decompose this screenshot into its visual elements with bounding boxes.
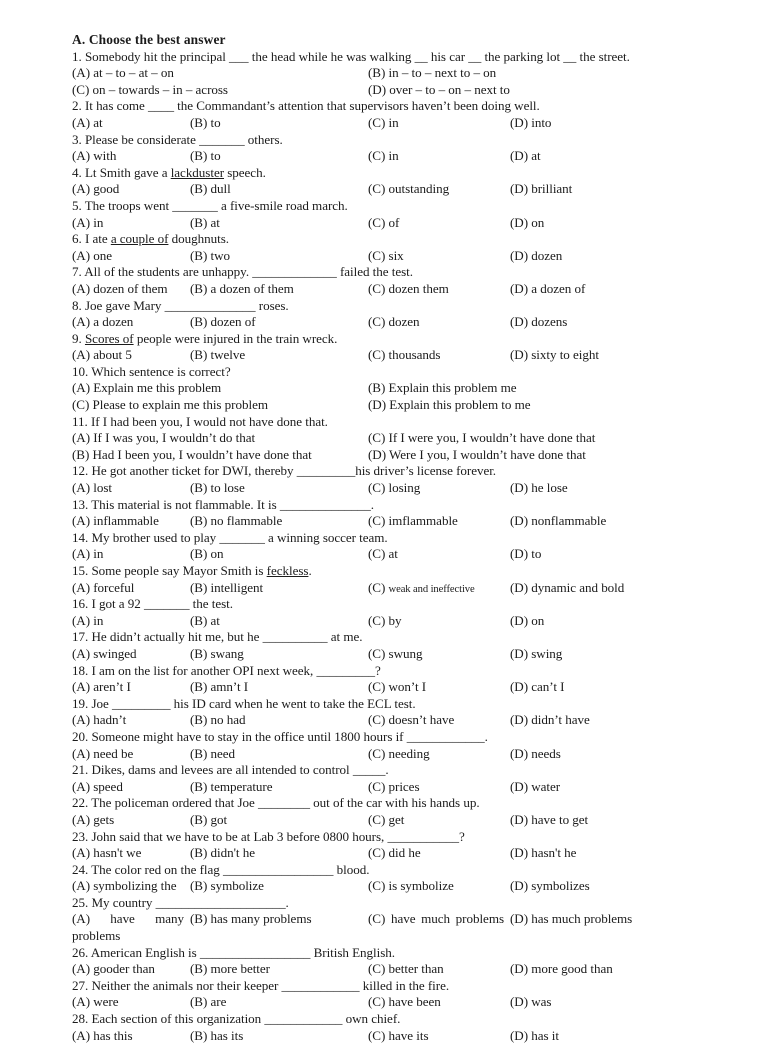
- question-stem-19: 19. Joe _________ his ID card when he went to take the ECL test.: [72, 695, 416, 711]
- question-stem-10: 10. Which sentence is correct?: [72, 363, 231, 379]
- option-row-27: [72, 994, 684, 1011]
- option-3-c[interactable]: (C) in: [368, 148, 399, 164]
- option-22-d[interactable]: (D) have to get: [510, 811, 589, 827]
- option-28-a[interactable]: (A) has this: [72, 1027, 133, 1043]
- option-row-16: [72, 613, 684, 630]
- option-12-d[interactable]: (D) he lose: [510, 480, 568, 496]
- question-stem-24: 24. The color red on the flag _________________ blood.: [72, 861, 370, 877]
- option-16-c[interactable]: (C) by: [368, 612, 402, 628]
- option-26-b[interactable]: (B) more better: [190, 961, 270, 977]
- option-17-d[interactable]: (D) swing: [510, 645, 563, 661]
- option-row-15: [72, 580, 684, 597]
- question-stem-21: 21. Dikes, dams and levees are all intended to control _____.: [72, 762, 389, 778]
- stem-underlined-term: Scores of: [84, 330, 134, 346]
- option-8-c[interactable]: (C) dozen: [368, 314, 420, 330]
- option-row-5: [72, 215, 684, 232]
- option-28-b[interactable]: (B) has its: [190, 1027, 244, 1043]
- stem-text: 6. I ate: [72, 231, 111, 247]
- option-9-c[interactable]: (C) thousands: [368, 347, 441, 363]
- stem-underlined-term: a couple of: [110, 231, 169, 247]
- option-row-12: [72, 480, 684, 497]
- option-row-24: [72, 878, 684, 895]
- option-6-b[interactable]: (B) two: [190, 247, 231, 263]
- option-row-20: [72, 746, 684, 763]
- question-stem-15: [72, 563, 684, 580]
- option-22-c[interactable]: (C) get: [368, 811, 405, 827]
- stem-underlined-term: feckless: [266, 563, 309, 578]
- option-19-d[interactable]: (D) didn’t have: [510, 712, 590, 728]
- option-3-a[interactable]: (A) with: [72, 148, 117, 164]
- option-15-d[interactable]: (D) dynamic and bold: [510, 579, 625, 595]
- option-1-d[interactable]: (D) over – to – on – next to: [368, 81, 510, 97]
- option-14-d[interactable]: (D) to: [510, 546, 542, 562]
- option-16-a[interactable]: (A) in: [72, 612, 104, 628]
- question-stem-17: 17. He didn’t actually hit me, but he __________ at me.: [72, 629, 363, 645]
- option-1-c[interactable]: (C) on – towards – in – across: [72, 81, 228, 97]
- stem-text-tail: .: [308, 563, 312, 578]
- option-14-a[interactable]: (A) in: [72, 546, 104, 562]
- option-12-b[interactable]: (B) to lose: [190, 480, 245, 496]
- option-row-6: [72, 248, 684, 265]
- option-16-b[interactable]: (B) at: [190, 612, 220, 628]
- option-26-a[interactable]: (A) gooder than: [72, 961, 155, 977]
- option-8-b[interactable]: (B) dozen of: [190, 314, 256, 330]
- option-5-b[interactable]: (B) at: [190, 214, 220, 230]
- option-7-a[interactable]: (A) dozen of them: [72, 280, 168, 296]
- option-row-13: [72, 513, 684, 530]
- option-21-a[interactable]: (A) speed: [72, 778, 123, 794]
- option-1-a[interactable]: (A) at – to – at – on: [72, 65, 174, 81]
- question-stem-11: 11. If I had been you, I would not have done that.: [72, 413, 328, 429]
- option-13-a[interactable]: (A) inflammable: [72, 513, 159, 529]
- option-4-c[interactable]: (C) outstanding: [368, 181, 450, 197]
- stem-text: 4. Lt Smith gave a: [72, 164, 171, 180]
- question-stem-18: 18. I am on the list for another OPI next week, _________?: [72, 662, 381, 678]
- option-10-a[interactable]: (A) Explain me this problem: [72, 380, 222, 396]
- option-22-b[interactable]: (B) got: [190, 811, 228, 827]
- question-stem-12: 12. He got another ticket for DWI, thereby _________his driver’s license forever.: [72, 463, 497, 479]
- question-stem-4: [72, 165, 684, 182]
- option-2-d[interactable]: (D) into: [510, 114, 552, 130]
- question-stem-23: 23. John said that we have to be at Lab 3 before 0800 hours, ___________?: [72, 828, 465, 844]
- option-18-d[interactable]: (D) can’t I: [510, 679, 565, 695]
- option-19-b[interactable]: (B) no had: [190, 712, 246, 728]
- option-row-8: [72, 314, 684, 331]
- question-stem-1: 1. Somebody hit the principal ___ the head while he was walking __ his car __ the parking lot __ the street.: [72, 48, 630, 64]
- option-row-14: [72, 546, 684, 563]
- option-10-d[interactable]: (D) Explain this problem to me: [368, 397, 531, 413]
- option-16-d[interactable]: (D) on: [510, 612, 545, 628]
- option-row-25: [72, 911, 684, 944]
- option-24-c[interactable]: (C) is symbolize: [368, 878, 454, 894]
- question-stem-9: [72, 331, 684, 348]
- option-4-b[interactable]: (B) dull: [190, 181, 231, 197]
- option-row-11a: [72, 430, 684, 447]
- option-1-b[interactable]: (B) in – to – next to – on: [368, 65, 497, 81]
- question-stem-5: 5. The troops went _______ a five-smile road march.: [72, 197, 348, 213]
- question-stem-6: [72, 231, 684, 248]
- option-14-c[interactable]: (C) at: [368, 546, 398, 562]
- option-11-c[interactable]: (C) If I were you, I wouldn’t have done that: [368, 430, 596, 446]
- option-row-3: [72, 148, 684, 165]
- option-20-c[interactable]: (C) needing: [368, 745, 430, 761]
- option-5-a[interactable]: (A) in: [72, 214, 104, 230]
- option-7-c[interactable]: (C) dozen them: [368, 280, 449, 296]
- option-20-d[interactable]: (D) needs: [510, 745, 561, 761]
- option-2-c[interactable]: (C) in: [368, 114, 399, 130]
- option-25-a[interactable]: (A) have many problems: [72, 911, 184, 944]
- option-26-c[interactable]: (C) better than: [368, 961, 444, 977]
- option-21-c[interactable]: (C) prices: [368, 778, 420, 794]
- option-24-d[interactable]: (D) symbolizes: [510, 878, 590, 894]
- option-4-d[interactable]: (D) brilliant: [510, 181, 573, 197]
- option-5-c[interactable]: (C) of: [368, 214, 400, 230]
- question-stem-13: 13. This material is not flammable. It is ______________.: [72, 496, 375, 512]
- option-24-a[interactable]: (A) symbolizing the: [72, 878, 177, 894]
- worksheet-body: [72, 32, 684, 1044]
- option-15-c[interactable]: [368, 580, 475, 599]
- option-row-28: [72, 1028, 684, 1044]
- question-stem-3: 3. Please be considerate _______ others.: [72, 131, 283, 147]
- option-23-b[interactable]: (B) didn't he: [190, 845, 255, 861]
- option-row-26: [72, 961, 684, 978]
- option-23-c[interactable]: (C) did he: [368, 845, 421, 861]
- option-27-b[interactable]: (B) are: [190, 994, 227, 1010]
- option-row-21: [72, 779, 684, 796]
- option-19-c[interactable]: (C) doesn’t have: [368, 712, 455, 728]
- option-8-d[interactable]: (D) dozens: [510, 314, 568, 330]
- option-28-c[interactable]: (C) have its: [368, 1027, 429, 1043]
- option-5-d[interactable]: (D) on: [510, 214, 545, 230]
- option-27-a[interactable]: (A) were: [72, 994, 119, 1010]
- option-11-d[interactable]: (D) Were I you, I wouldn’t have done that: [368, 446, 586, 462]
- option-25-b[interactable]: (B) has many problems: [190, 911, 312, 927]
- question-stem-2: 2. It has come ____ the Commandant’s attention that supervisors haven’t been doing well.: [72, 98, 540, 114]
- option-13-c[interactable]: (C) imflammable: [368, 513, 458, 529]
- option-15-a[interactable]: (A) forceful: [72, 579, 135, 595]
- question-stem-28: 28. Each section of this organization ____________ own chief.: [72, 1011, 401, 1027]
- option-7-b[interactable]: (B) a dozen of them: [190, 280, 294, 296]
- option-row-10a: [72, 380, 684, 397]
- option-21-b[interactable]: (B) temperature: [190, 778, 273, 794]
- option-row-10b: [72, 397, 684, 414]
- option-27-d[interactable]: (D) was: [510, 994, 552, 1010]
- question-stem-22: 22. The policeman ordered that Joe ________ out of the car with his hands up.: [72, 795, 480, 811]
- stem-text-tail: speech.: [224, 164, 266, 180]
- option-17-b[interactable]: (B) swang: [190, 645, 244, 661]
- option-26-d[interactable]: (D) more good than: [510, 961, 613, 977]
- option-23-d[interactable]: (D) hasn't he: [510, 845, 577, 861]
- stem-underlined-term: lackduster: [170, 164, 225, 180]
- option-24-b[interactable]: (B) symbolize: [190, 878, 264, 894]
- option-11-a[interactable]: (A) If I was you, I wouldn’t do that: [72, 430, 256, 446]
- option-row-18: [72, 679, 684, 696]
- option-20-a[interactable]: (A) need be: [72, 745, 134, 761]
- section-heading: A. Choose the best answer: [72, 32, 226, 47]
- question-stem-16: 16. I got a 92 _______ the test.: [72, 596, 233, 612]
- option-10-c[interactable]: (C) Please to explain me this problem: [72, 397, 268, 413]
- option-23-a[interactable]: (A) hasn't we: [72, 845, 142, 861]
- option-17-c[interactable]: (C) swung: [368, 645, 423, 661]
- option-row-1a: [72, 65, 684, 82]
- option-11-b[interactable]: (B) Had I been you, I wouldn’t have done that: [72, 446, 312, 462]
- option-9-d[interactable]: (D) sixty to eight: [510, 347, 599, 363]
- option-6-a[interactable]: (A) one: [72, 247, 113, 263]
- question-stem-14: 14. My brother used to play _______ a winning soccer team.: [72, 529, 388, 545]
- option-row-22: [72, 812, 684, 829]
- option-17-a[interactable]: (A) swinged: [72, 645, 137, 661]
- option-text: weak and ineffective: [388, 583, 475, 595]
- option-2-b[interactable]: (B) to: [190, 114, 221, 130]
- option-27-c[interactable]: (C) have been: [368, 994, 441, 1010]
- option-22-a[interactable]: (A) gets: [72, 811, 115, 827]
- option-6-d[interactable]: (D) dozen: [510, 247, 563, 263]
- option-18-b[interactable]: (B) amn’t I: [190, 679, 249, 695]
- option-2-a[interactable]: (A) at: [72, 114, 103, 130]
- option-6-c[interactable]: (C) six: [368, 247, 404, 263]
- option-tag: (C): [368, 579, 386, 595]
- option-25-c[interactable]: (C) have much problems: [368, 911, 504, 927]
- question-stem-8: 8. Joe gave Mary ______________ roses.: [72, 297, 289, 313]
- option-25-d[interactable]: (D) has much problems: [510, 911, 633, 927]
- option-12-c[interactable]: (C) losing: [368, 480, 421, 496]
- option-row-23: [72, 845, 684, 862]
- option-3-b[interactable]: (B) to: [190, 148, 221, 164]
- option-row-19: [72, 712, 684, 729]
- option-row-4: [72, 181, 684, 198]
- option-row-7: [72, 281, 684, 298]
- option-15-b[interactable]: (B) intelligent: [190, 579, 264, 595]
- option-13-b[interactable]: (B) no flammable: [190, 513, 283, 529]
- option-3-d[interactable]: (D) at: [510, 148, 541, 164]
- option-21-d[interactable]: (D) water: [510, 778, 561, 794]
- option-12-a[interactable]: (A) lost: [72, 480, 112, 496]
- option-8-a[interactable]: (A) a dozen: [72, 314, 134, 330]
- question-stem-20: 20. Someone might have to stay in the office until 1800 hours if ____________.: [72, 728, 488, 744]
- question-stem-7: 7. All of the students are unhappy. _____________ failed the test.: [72, 264, 413, 280]
- option-9-b[interactable]: (B) twelve: [190, 347, 246, 363]
- option-row-2: [72, 115, 684, 132]
- stem-text: 9.: [72, 330, 85, 346]
- option-row-17: [72, 646, 684, 663]
- option-7-d[interactable]: (D) a dozen of: [510, 280, 586, 296]
- option-4-a[interactable]: (A) good: [72, 181, 120, 197]
- stem-text: 15. Some people say Mayor Smith is: [72, 563, 267, 578]
- option-row-1b: [72, 82, 684, 99]
- option-18-c[interactable]: (C) won’t I: [368, 679, 427, 695]
- option-18-a[interactable]: (A) aren’t I: [72, 679, 131, 695]
- option-19-a[interactable]: (A) hadn’t: [72, 712, 127, 728]
- question-stem-27: 27. Neither the animals nor their keeper ____________ killed in the fire.: [72, 977, 450, 993]
- stem-text-tail: doughnuts.: [168, 231, 229, 247]
- question-stem-26: 26. American English is _________________ British English.: [72, 944, 395, 960]
- option-row-9: [72, 347, 684, 364]
- question-stem-25: 25. My country ____________________.: [72, 894, 289, 910]
- option-20-b[interactable]: (B) need: [190, 745, 236, 761]
- option-9-a[interactable]: (A) about 5: [72, 347, 132, 363]
- option-10-b[interactable]: (B) Explain this problem me: [368, 380, 517, 396]
- option-row-11b: [72, 447, 684, 464]
- option-28-d[interactable]: (D) has it: [510, 1027, 559, 1043]
- stem-text-tail: people were injured in the train wreck.: [133, 330, 338, 346]
- option-13-d[interactable]: (D) nonflammable: [510, 513, 607, 529]
- option-14-b[interactable]: (B) on: [190, 546, 224, 562]
